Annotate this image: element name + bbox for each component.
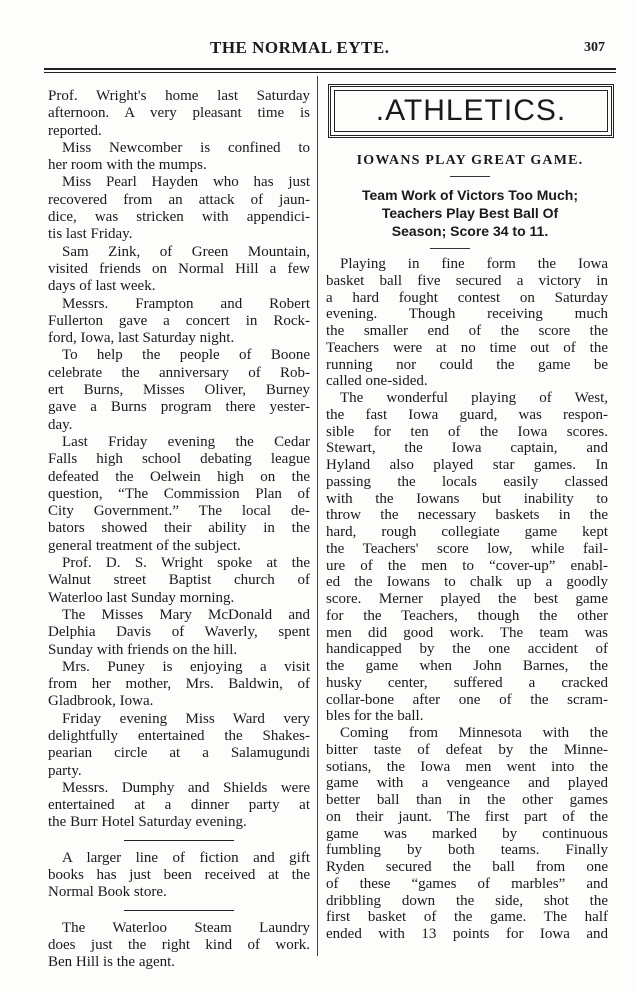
text-line: Playing in fine form the Iowa	[340, 256, 608, 272]
paragraph	[326, 390, 608, 725]
text-line: Coming from Minnesota with the	[340, 725, 608, 741]
text-line: Messrs. Dumphy and Shields were	[62, 779, 310, 796]
text-line: The Misses Mary McDonald and	[62, 606, 310, 623]
paragraph	[48, 244, 310, 296]
text-line: Ben Hill is the agent.	[48, 954, 176, 971]
page-header	[0, 38, 635, 62]
text-line: Delphia Davis of Waverly, spent	[48, 624, 310, 641]
text-line: visited friends on Normal Hill a few	[48, 260, 310, 277]
headline-rule	[450, 176, 490, 177]
text-line: Messrs. Frampton and Robert	[62, 295, 310, 312]
paragraph	[48, 88, 310, 140]
text-line: Fullerton gave a concert in Rock-	[48, 312, 310, 329]
text-line: days of last week.	[48, 278, 156, 295]
right-column	[326, 256, 608, 943]
text-line: dice, was stricken with appendici-	[48, 209, 310, 226]
athletics-section-box	[328, 84, 614, 138]
text-line: the game when John Barnes, the	[326, 658, 608, 674]
text-line: evening. Though receiving much	[326, 306, 608, 323]
paragraph	[48, 140, 310, 175]
paragraph	[48, 434, 310, 555]
text-line: hard, rough collegiate game kept	[326, 524, 608, 540]
text-line: tis last Friday.	[48, 226, 133, 243]
article-subheadline	[328, 186, 612, 240]
text-line: her room with the mumps.	[48, 157, 207, 174]
text-line: a hard fought contest on Saturday	[326, 289, 608, 306]
text-line: sotians, the Iowa men went into the	[326, 758, 608, 775]
left-column	[48, 88, 310, 972]
text-line: celebrate the anniversary of Rob-	[48, 364, 310, 381]
text-line: Prof. D. S. Wright spoke at the	[62, 555, 310, 572]
text-line: does just the right kind of work.	[48, 936, 310, 953]
text-line: sible for ten of the Iowa scores.	[326, 423, 608, 440]
text-line: Falls high school debating league	[48, 451, 310, 468]
text-line: fumbling by both teams. Finally	[326, 842, 608, 859]
section-title: .ATHLETICS.	[334, 90, 608, 132]
paragraph	[48, 711, 310, 780]
text-line: ure of the men to “cover-up” enabl-	[326, 557, 608, 574]
text-line: game was marked by continuous	[326, 825, 608, 842]
text-line: The Waterloo Steam Laundry	[62, 919, 310, 936]
text-line: Last Friday evening the Cedar	[62, 433, 310, 450]
text-line: game with a vengeance and played	[326, 775, 608, 792]
text-line: with the Iowans but inability to	[326, 490, 608, 507]
text-line: bators showed their ability in the	[48, 520, 310, 537]
text-line: Miss Newcomber is confined to	[62, 139, 310, 156]
paragraph	[48, 659, 310, 711]
text-line: collar-bone after one of the scram-	[326, 691, 608, 708]
subheadline-line: Team Work of Victors Too Much;	[362, 187, 578, 203]
text-line: entertained at a dinner party at	[48, 797, 310, 814]
text-line: day.	[48, 416, 73, 433]
text-line: the smaller end of the score the	[326, 323, 608, 339]
text-line: Teachers were at no time out of the	[326, 339, 608, 356]
text-line: City Government.” The local de-	[48, 503, 310, 520]
text-line: Ryden secured the ball from one	[326, 859, 608, 875]
text-line: Miss Pearl Hayden who has just	[62, 174, 310, 191]
text-line: running nor could the game be	[326, 356, 608, 373]
text-line: dribbling down the side, shot the	[326, 892, 608, 909]
text-line: Stewart, the Iowa captain, and	[326, 440, 608, 457]
paragraph	[326, 725, 608, 943]
text-line: from her mother, Mrs. Baldwin, of	[48, 676, 310, 693]
text-line: men did good work. The team was	[326, 624, 608, 641]
paragraph	[48, 296, 310, 348]
paragraph	[48, 555, 310, 607]
text-line: ended with 13 points for Iowa and	[326, 926, 608, 942]
text-line: recovered from an attack of jaun-	[48, 191, 310, 208]
text-line: on their jaunt. The first part of the	[326, 808, 608, 825]
text-line: Walnut street Baptist church of	[48, 572, 310, 589]
text-line: pearian circle at a Salamugundi	[48, 745, 310, 762]
paragraph	[48, 850, 310, 902]
text-line: better ball than in the other games	[326, 792, 608, 808]
text-line: delightfully entertained the Shakes-	[48, 727, 310, 744]
header-rule	[44, 68, 616, 73]
separator-rule	[124, 840, 234, 841]
text-line: bitter taste of defeat by the Minne-	[326, 741, 608, 758]
text-line: Sam Zink, of Green Mountain,	[62, 243, 310, 260]
text-line: books has just been received at the	[48, 867, 310, 884]
text-line: afternoon. A very pleasant time is	[48, 105, 310, 122]
text-line: Normal Book store.	[48, 884, 167, 901]
text-line: ert Burns, Misses Oliver, Burney	[48, 382, 310, 399]
text-line: for the Teachers, though the other	[326, 607, 608, 624]
text-line: reported.	[48, 122, 102, 139]
paragraph	[48, 347, 310, 433]
text-line: the Teachers' score low, while fail-	[326, 540, 608, 557]
text-line: Friday evening Miss Ward very	[62, 710, 310, 727]
text-line: defeated the Oelwein high on the	[48, 468, 310, 485]
text-line: basket ball five secured a victory in	[326, 272, 608, 289]
subheadline-rule	[430, 248, 470, 249]
paragraph	[48, 920, 310, 972]
paragraph	[48, 174, 310, 243]
text-line: The wonderful playing of West,	[340, 390, 608, 406]
separator-rule	[124, 910, 234, 911]
text-line: Mrs. Puney is enjoying a visit	[62, 658, 310, 675]
text-line: handicapped by the one accident of	[326, 641, 608, 658]
text-line: To help the people of Boone	[62, 347, 310, 364]
text-line: bles for the ball.	[326, 708, 424, 725]
text-line: general treatment of the subject.	[48, 537, 241, 554]
text-line: party.	[48, 762, 82, 779]
subheadline-line: Teachers Play Best Ball Of	[381, 205, 559, 221]
text-line: of these “games of marbles” and	[326, 875, 608, 892]
text-line: throw the necessary baskets in the	[326, 507, 608, 524]
text-line: A larger line of fiction and gift	[62, 849, 310, 866]
text-line: question, “The Commission Plan of	[48, 485, 310, 502]
text-line: score. Merner played the best game	[326, 591, 608, 607]
article-headline: IOWANS PLAY GREAT GAME.	[356, 153, 584, 168]
paragraph	[48, 780, 310, 832]
text-line: ford, Iowa, last Saturday night.	[48, 330, 235, 347]
publication-title: THE NORMAL EYTE.	[210, 38, 390, 57]
text-line: the fast Iowa guard, was respon-	[326, 406, 608, 423]
text-line: husky center, suffered a cracked	[326, 674, 608, 691]
text-line: called one-sided.	[326, 373, 428, 390]
text-line: first basket of the game. The half	[326, 909, 608, 926]
text-line: ed the Iowans to chalk up a goodly	[326, 574, 608, 591]
text-line: passing the locals easily classed	[326, 473, 608, 490]
text-line: Hyland also played star games. In	[326, 457, 608, 473]
paragraph	[48, 607, 310, 659]
text-line: Prof. Wright's home last Saturday	[48, 88, 310, 104]
paragraph	[326, 256, 608, 390]
text-line: Gladbrook, Iowa.	[48, 693, 154, 710]
subheadline-line: Season; Score 34 to 11.	[391, 223, 549, 239]
column-divider	[317, 76, 318, 956]
text-line: gave a Burns program there yester-	[48, 399, 310, 416]
text-line: the Burr Hotel Saturday evening.	[48, 814, 247, 831]
page-number: 307	[584, 40, 605, 55]
text-line: Waterloo last Sunday morning.	[48, 589, 235, 606]
text-line: Sunday with friends on the hill.	[48, 641, 238, 658]
